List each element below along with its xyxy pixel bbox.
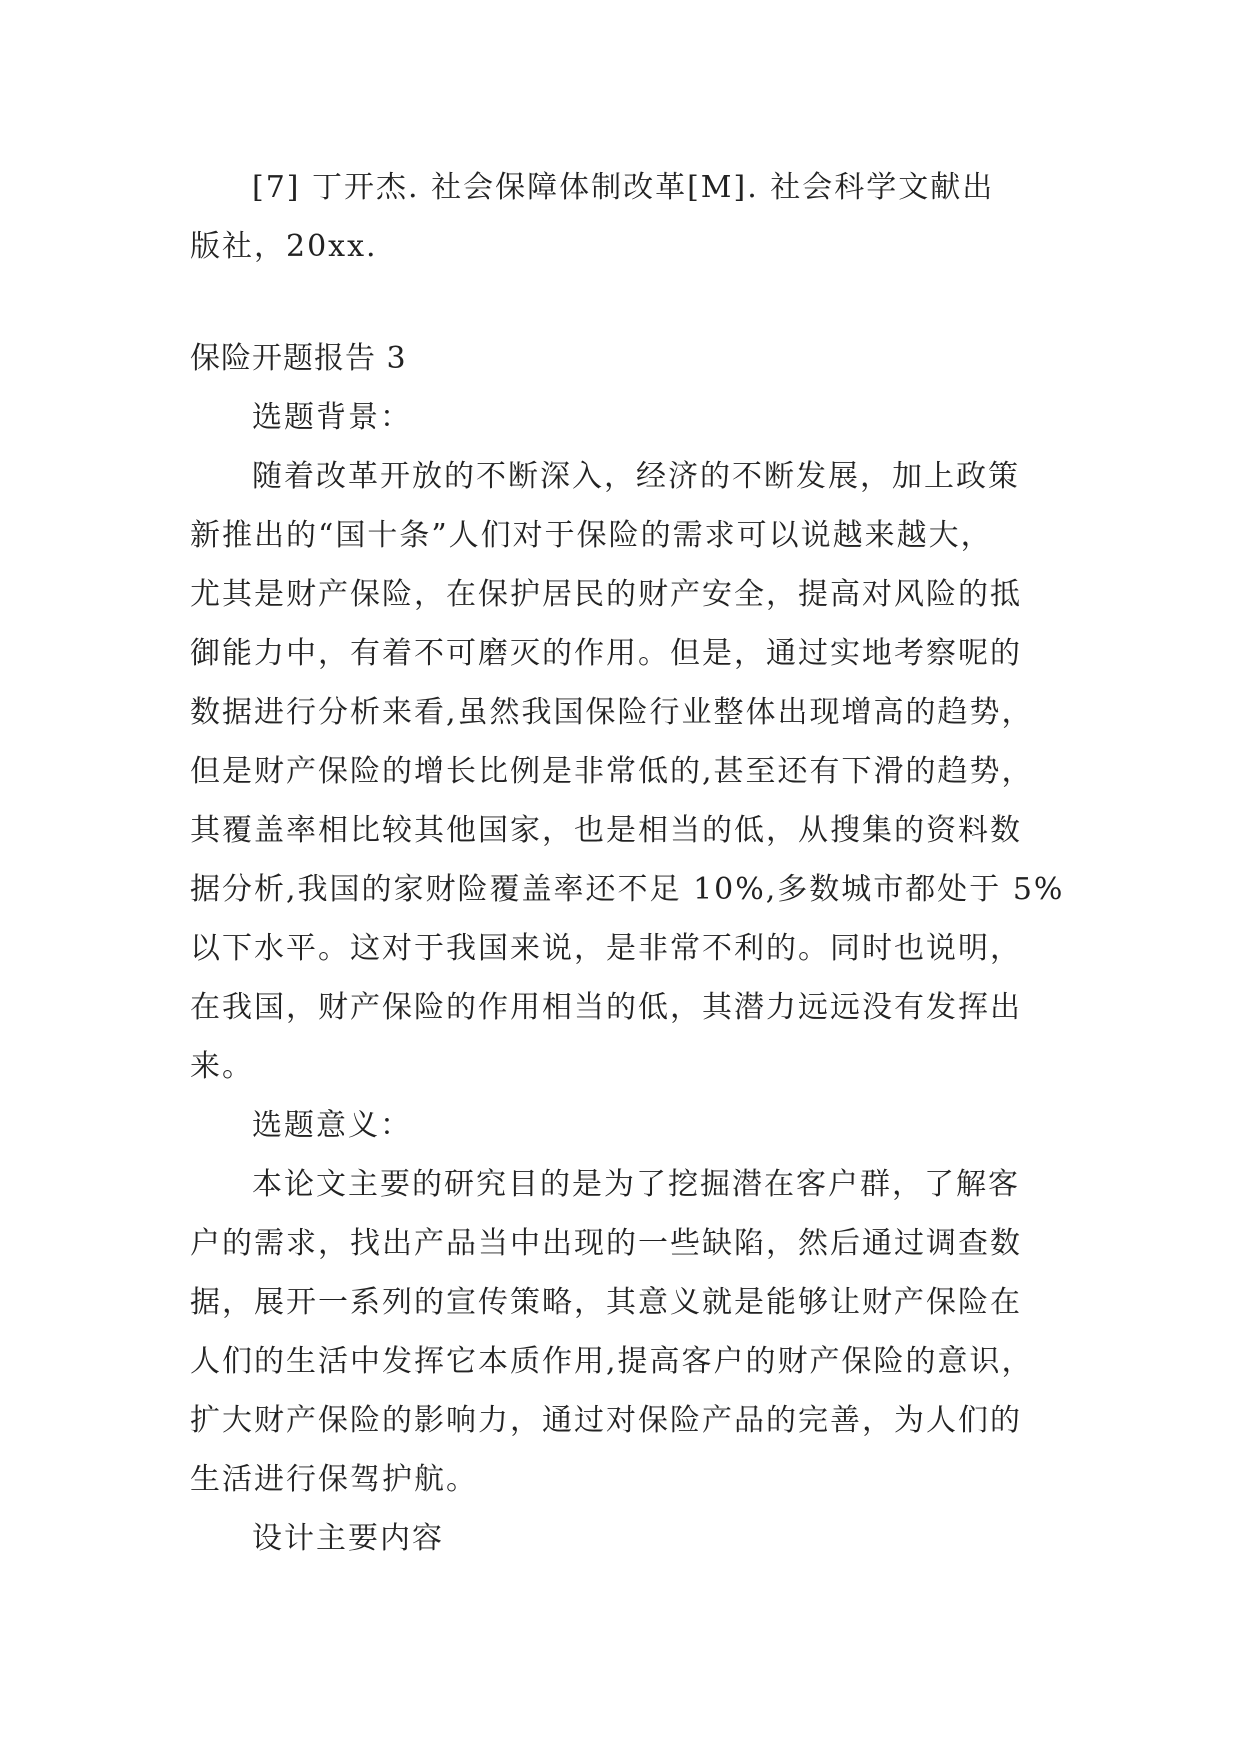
spacer — [190, 276, 1062, 329]
reference-line-1: [7] 丁开杰. 社会保障体制改革[M]. 社会科学文献出 — [252, 170, 995, 205]
paragraph-line: 扩大财产保险的影响力，通过对保险产品的完善，为人们的 — [190, 1403, 1022, 1438]
paragraph-line: 据分析,我国的家财险覆盖率还不足 10%,多数城市都处于 5% — [190, 872, 1065, 907]
paragraph-line: 以下水平。这对于我国来说，是非常不利的。同时也说明， — [190, 931, 1022, 966]
reference-line-2: 版社，20xx. — [190, 229, 378, 264]
paragraph-line: 本论文主要的研究目的是为了挖掘潜在客户群，了解客 — [252, 1167, 1020, 1202]
paragraph-line: 在我国，财产保险的作用相当的低，其潜力远远没有发挥出 — [190, 990, 1022, 1025]
paragraph-line: 人们的生活中发挥它本质作用,提高客户的财产保险的意识， — [190, 1344, 1034, 1379]
paragraph-line: 来。 — [190, 1049, 254, 1084]
design-heading: 设计主要内容 — [252, 1521, 444, 1556]
paragraph-line: 随着改革开放的不断深入，经济的不断发展，加上政策 — [252, 459, 1020, 494]
paragraph-line: 数据进行分析来看,虽然我国保险行业整体出现增高的趋势， — [190, 695, 1034, 730]
paragraph-line: 据，展开一系列的宣传策略，其意义就是能够让财产保险在 — [190, 1285, 1022, 1320]
paragraph-line: 其覆盖率相比较其他国家，也是相当的低，从搜集的资料数 — [190, 813, 1022, 848]
document-body — [190, 158, 1065, 1568]
section-title: 保险开题报告 3 — [190, 341, 407, 376]
paragraph-line: 生活进行保驾护航。 — [190, 1462, 478, 1497]
background-heading: 选题背景： — [252, 400, 412, 435]
paragraph-line: 但是财产保险的增长比例是非常低的,甚至还有下滑的趋势， — [190, 754, 1034, 789]
paragraph-line: 尤其是财产保险，在保护居民的财产安全，提高对风险的抵 — [190, 577, 1022, 612]
paragraph-line: 新推出的“国十条”人们对于保险的需求可以说越来越大， — [190, 518, 993, 553]
significance-heading: 选题意义： — [252, 1108, 412, 1143]
paragraph-line: 御能力中，有着不可磨灭的作用。但是，通过实地考察呢的 — [190, 636, 1022, 671]
paragraph-line: 户的需求，找出产品当中出现的一些缺陷，然后通过调查数 — [190, 1226, 1022, 1261]
